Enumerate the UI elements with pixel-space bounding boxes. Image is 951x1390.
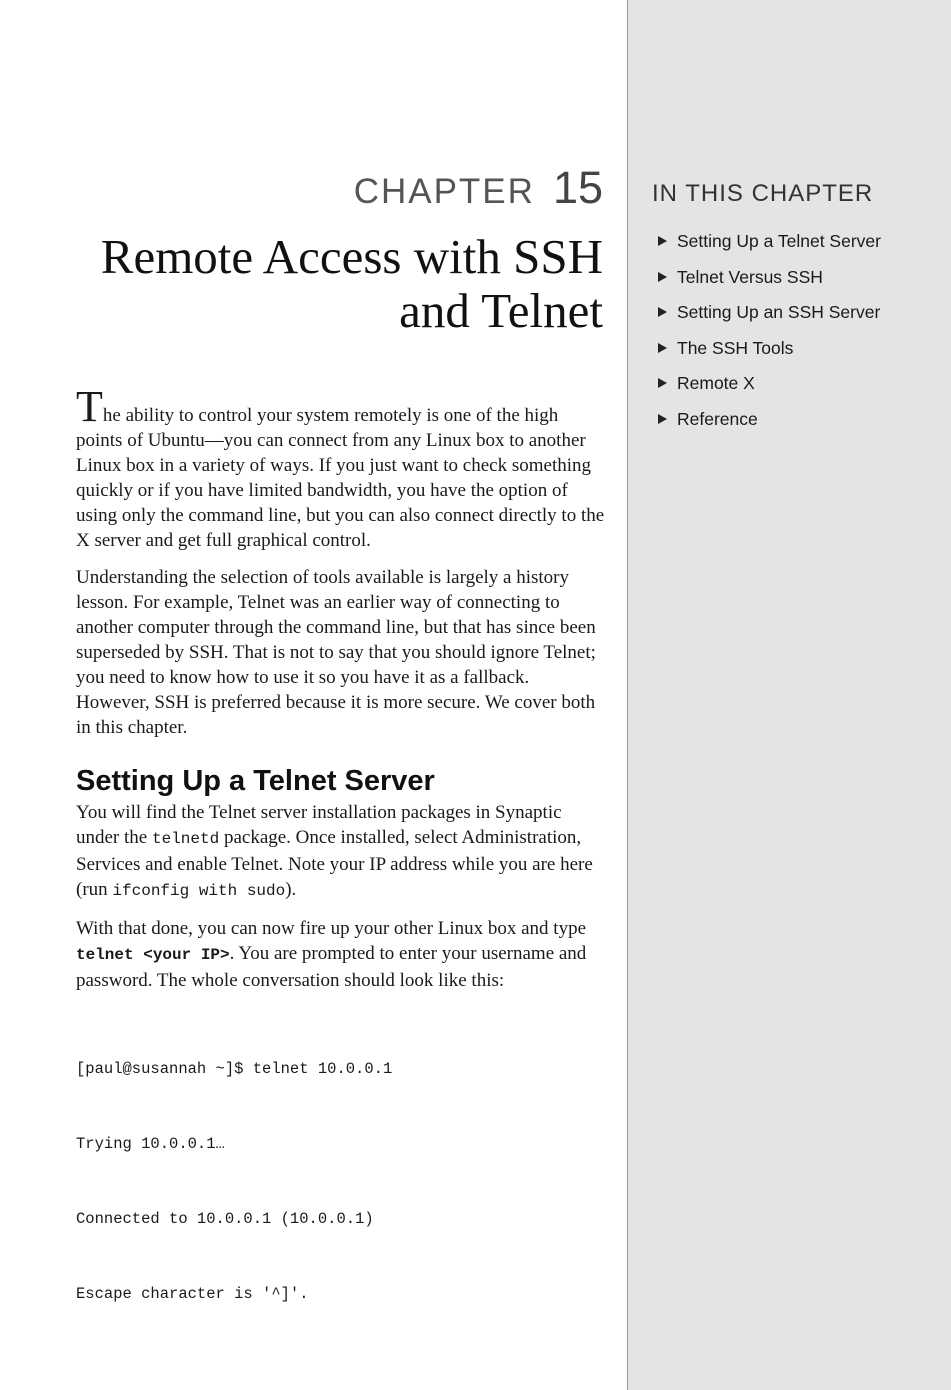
toc-item: [658, 373, 881, 409]
triangle-right-icon: [658, 343, 667, 353]
text-run: With that done, you can now fire up your other Linux box and type: [76, 918, 587, 939]
inline-code: ifconfig with sudo: [112, 882, 286, 900]
text-run: ).: [285, 879, 297, 900]
inline-code-bold: telnet <your IP>: [76, 946, 230, 964]
toc-item: [658, 409, 881, 445]
code-listing: [76, 1007, 606, 1357]
code-line: Escape character is '^]'.: [76, 1285, 309, 1303]
toc-item-label: Reference: [677, 408, 758, 429]
chapter-title: [43, 230, 603, 338]
text-run: . You are prompted to enter your username and password. The whole conversation should look like this:: [76, 943, 587, 991]
toc-item: [658, 267, 881, 303]
inline-code: telnetd: [151, 830, 220, 848]
chapter-number: 15: [552, 162, 603, 213]
drop-cap: T: [76, 382, 103, 431]
text-run: package. Once installed, select Administration, Services and enable Telnet. Note your IP address while you are here (run: [76, 827, 593, 900]
code-line: Connected to 10.0.0.1 (10.0.0.1): [76, 1210, 374, 1228]
section-heading: Setting Up a Telnet Server: [76, 765, 435, 797]
text-run: You will find the Telnet server installation packages in Synaptic under the: [76, 802, 562, 848]
chapter-label: [354, 162, 603, 214]
intro-paragraph-1-text: he ability to control your system remotely is one of the high points of Ubuntu—you can connect from any Linux box to another Linux box in a variety of ways. If you just want to check something quickly or if you have limited bandwidth, you have the option of using only the command line, but you can also connect directly to the X server and get full graphical control.: [76, 405, 605, 551]
chapter-title-line-1: Remote Access with SSH: [100, 229, 603, 284]
toc-item-label: The SSH Tools: [677, 337, 794, 358]
toc-item: [658, 302, 881, 338]
sidebar-title: IN THIS CHAPTER: [652, 180, 874, 207]
triangle-right-icon: [658, 272, 667, 282]
chapter-sidebar: [627, 0, 951, 1390]
intro-paragraph-1: [76, 382, 606, 553]
code-line: Trying 10.0.0.1…: [76, 1135, 225, 1153]
toc-item: [658, 231, 881, 267]
triangle-right-icon: [658, 236, 667, 246]
intro-paragraph-2: Understanding the selection of tools available is largely a history lesson. For example, Telnet was an earlier way of connecting to another computer through the command line, but that has since been superseded by SSH. That is not to say that you should ignore Telnet; you need to know how to use it so you have it as a fallback. However, SSH is preferred because it is more secure. We cover both in this chapter.: [76, 567, 596, 738]
chapter-body: [76, 382, 606, 1357]
chapter-contents-list: [658, 231, 881, 444]
toc-item-label: Telnet Versus SSH: [677, 266, 823, 287]
code-line: [paul@susannah ~]$ telnet 10.0.0.1: [76, 1060, 393, 1078]
triangle-right-icon: [658, 378, 667, 388]
chapter-word: CHAPTER: [353, 172, 535, 211]
triangle-right-icon: [658, 414, 667, 424]
triangle-right-icon: [658, 307, 667, 317]
toc-item-label: Setting Up an SSH Server: [677, 302, 881, 322]
section-paragraph-1: [76, 800, 606, 904]
toc-item: [658, 338, 881, 374]
toc-item-label: Setting Up a Telnet Server: [677, 231, 881, 251]
toc-item-label: Remote X: [677, 373, 755, 393]
chapter-title-line-2: and Telnet: [399, 283, 603, 338]
section-paragraph-2: [76, 916, 606, 993]
